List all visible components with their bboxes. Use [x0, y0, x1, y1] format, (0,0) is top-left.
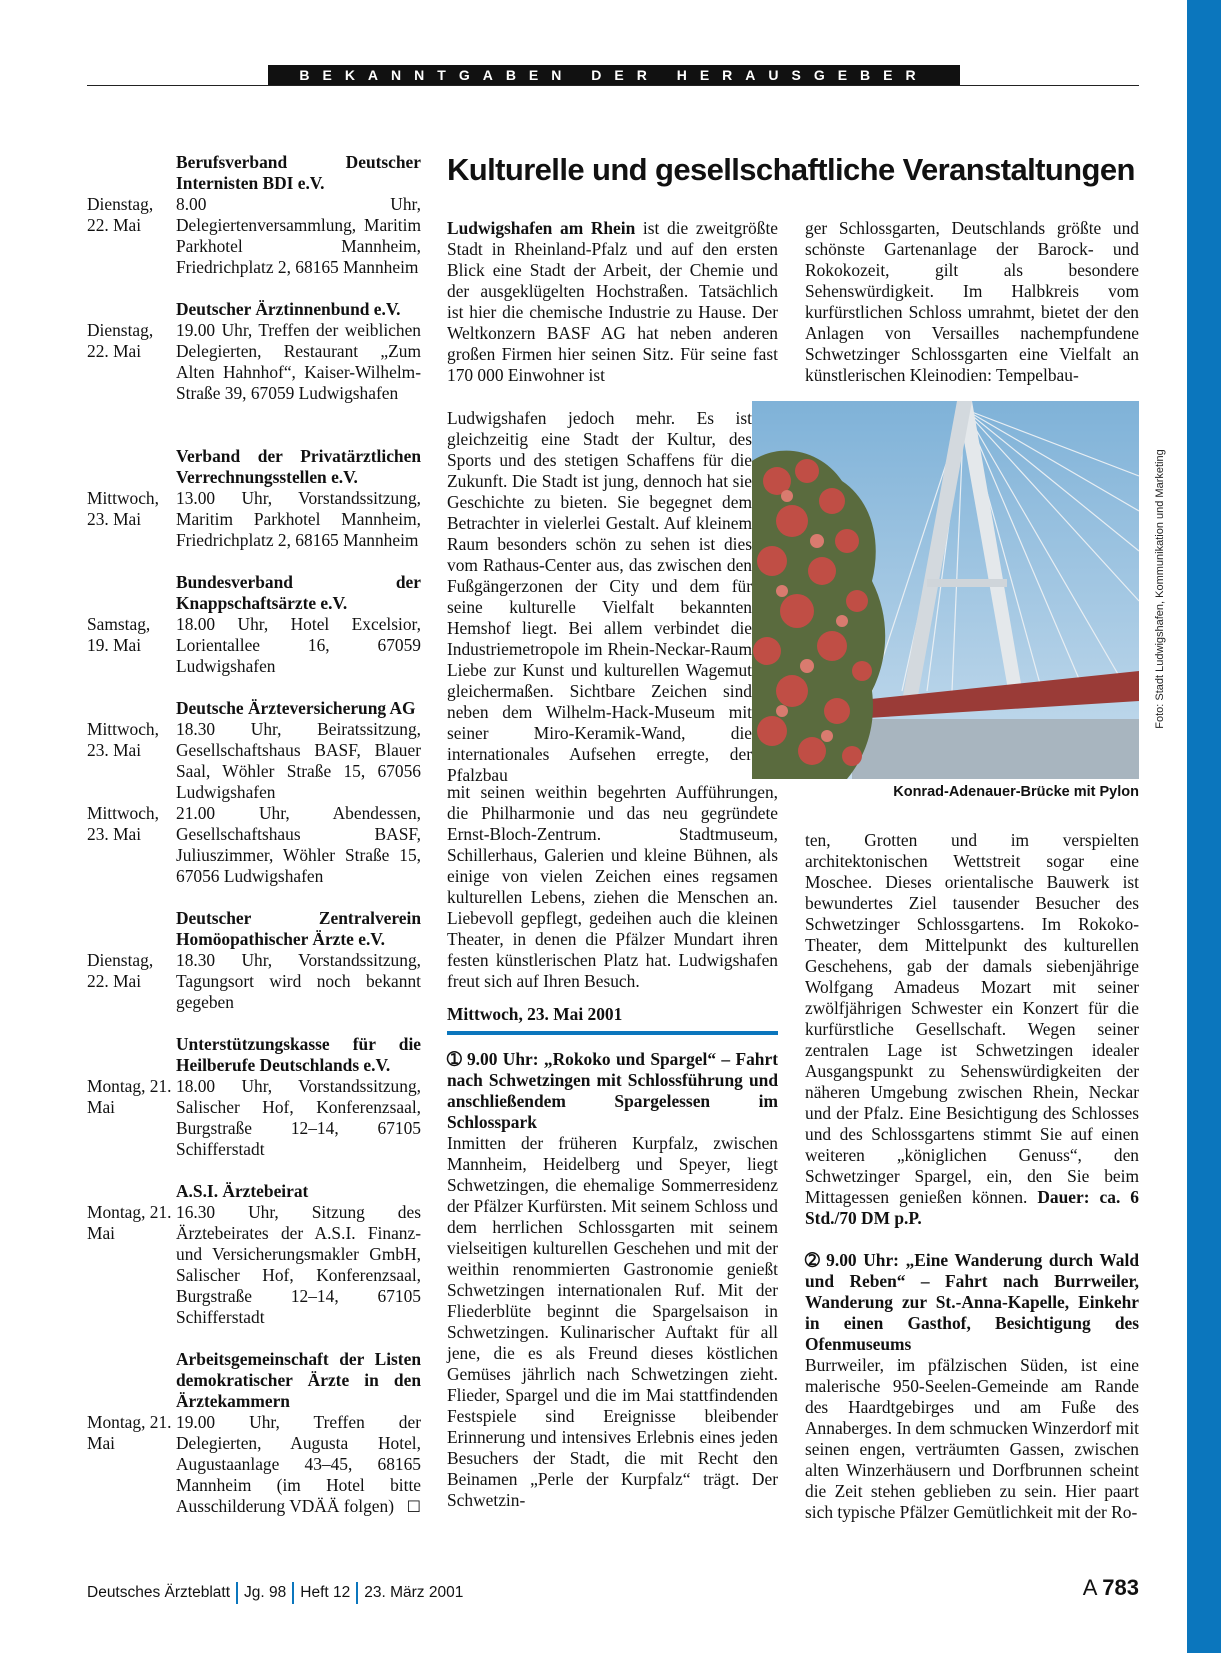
- section-date-heading: Mittwoch, 23. Mai 2001: [447, 1004, 623, 1024]
- article-column-2-lower: [447, 782, 778, 1511]
- intro-text: ist die zweitgrößte Stadt in Rheinland-Pfalz und auf den ersten Blick eine Stadt der Arbeit, der Chemie und der ausgeklügelten Hochstraßen. Tatsächlich ist hier die chemische Industrie zu Hause. Der Weltkonzern BASF AG hat neben anderen großen Firmen hier seinen Sitz. Für seine fast 170 000 Einwohner ist: [447, 218, 778, 385]
- event-group: [87, 152, 421, 278]
- event-date: Mittwoch, 23. Mai: [87, 488, 159, 529]
- event-text: 18.00 Uhr, Hotel Excelsior, Lorientallee 16, 67059 Ludwigshafen: [176, 614, 421, 676]
- intro-lead: Ludwigshafen am Rhein: [447, 218, 636, 238]
- event-date: Samstag, 19. Mai: [87, 614, 151, 655]
- item-2-body: Burrweiler, im pfälzischen Süden, ist eine malerische 950-Seelen-Gemeinde am Rande des Haardtgebirges und am Fuße des Annaberges. In dem schmucken Winzerdorf mit seinen engen, verträumten Gassen, zwischen alten Winzerhäusern und Dorfbrunnen scheint die Zeit stehen geblieben zu sein. Hier paart sich typische Pfälzer Gemütlichkeit mit der Ro-: [805, 1355, 1139, 1522]
- article-column-3-top: ger Schlossgarten, Deutschlands größte und schönste Gartenanlage der Barock- und Rokokozeit, gilt als besondere Sehenswürdigkeit. Im Halbkreis vom kurfürstlichen Schloss umrahmt, bietet der den Anlagen von Versailles nachempfundene Schwetzinger Schlossgarten eine Vielfalt an künstlerischen Kleinodien: Tempelbau-: [805, 218, 1139, 385]
- event-date: Mittwoch, 23. Mai: [87, 719, 159, 760]
- org-name: Deutscher Ärztinnenbund e.V.: [176, 299, 401, 319]
- event-entry: [87, 320, 421, 404]
- event-entry: [87, 1202, 421, 1328]
- org-name: Verband der Privatärztlichen Verrechnungsstellen e.V.: [176, 446, 421, 487]
- org-name: Unterstützungskasse für die Heilberufe Deutschlands e.V.: [176, 1034, 421, 1075]
- org-name: Bundesverband der Knappschaftsärzte e.V.: [176, 572, 421, 613]
- page-number-value: 783: [1102, 1575, 1139, 1600]
- journal-name: Deutsches Ärzteblatt: [87, 1584, 231, 1601]
- org-name: A.S.I. Ärztebeirat: [176, 1181, 309, 1201]
- item-1-body: Inmitten der früheren Kurpfalz, zwischen Mannheim, Heidelberg und Speyer, liegt Schwetzingen, die ehemalige Sommerresidenz der Pfälzer Kurfürsten. Mit seinem Schloss und dem herrlichen Schlossgarten mit seinem vielseitigen kulturellen Geschehen und mit der weithin renommierten Gastronomie genießt Schwetzingen internationalen Ruf. Mit der Fliederblüte beginnt die Spargelsaison in Schwetzingen. Kulinarischer Auftakt für all jene, die es als Freund dieses köstlichen Gemüses jährlich nach Schwetzingen zieht. Flieder, Spargel und die im Mai stattfindenden Festspiele sind Ereignisse bleibender Erinnerung und intensives Erlebnis eines jeden Besuchers der Stadt, die mit Recht den Beinamen „Perle der Kurpfalz“ trägt. Der Schwetzin-: [447, 1133, 778, 1510]
- event-group: [87, 1034, 421, 1160]
- event-entry: [87, 719, 421, 803]
- col3-text: ten, Grotten und im verspielten architektonischen Wettstreit sogar eine Moschee. Dieses orientalische Bauwerk ist bewundertes Ziel tausender Besucher des Schwetzinger Schlossgartens. Im Rokoko-Theater, dem Mittelpunkt des kulturellen Geschehens, gab der damals siebenjährige Wolfgang Amadeus Mozart mit seiner zwölfjährigen Schwester ein Konzert für die kurfürstliche Gesellschaft. Wegen seiner zentralen Lage ist Schwetzingen idealer Ausgangspunkt zu Sehenswürdigkeiten der näheren Umgebung zwischen Rhein, Neckar und der Pfalz. Eine Besichtigung des Schlosses und des Schlossgartens stimmt Sie auf einen weiteren „königlichen Genuss“, den Schwetzinger Spargel, ein, den Sie beim Mittagessen genießen können.: [805, 830, 1139, 1207]
- event-group: [87, 299, 421, 404]
- event-date: Montag, 21. Mai: [87, 1076, 172, 1117]
- event-entry: [87, 194, 421, 278]
- side-color-bar: [1187, 0, 1221, 1653]
- bridge-illustration: [752, 401, 1139, 779]
- end-mark-icon: ☐: [406, 1497, 421, 1516]
- section-rule: [447, 1031, 778, 1035]
- event-text: 19.00 Uhr, Treffen der weiblichen Delegierten, Restaurant „Zum Alten Hahnhof“, Kaiser-Wilhelm-Straße 39, 67059 Ludwigshafen: [176, 320, 421, 403]
- bridge-photo: [752, 401, 1139, 779]
- journal-volume: Jg. 98: [244, 1584, 287, 1601]
- page-prefix: A: [1082, 1575, 1097, 1600]
- footer-separator: [292, 1582, 294, 1604]
- event-text: 18.00 Uhr, Vorstandssitzung, Salischer Hof, Konferenzsaal, Burgstraße 12–14, 67105 Schifferstadt: [176, 1076, 421, 1159]
- journal-date: 23. März 2001: [364, 1584, 464, 1601]
- event-group: [87, 572, 421, 677]
- footer-separator: [236, 1582, 238, 1604]
- event-date: Dienstag, 22. Mai: [87, 194, 154, 235]
- event-entry: [87, 950, 421, 1013]
- event-text-content: 19.00 Uhr, Treffen der Delegierten, Augusta Hotel, Augustaanlage 43–45, 68165 Mannheim (im Hotel bitte Ausschilderung VDÄÄ folgen): [176, 1412, 421, 1516]
- page-number: [1030, 1575, 1139, 1601]
- org-name: Deutsche Ärzteversicherung AG: [176, 698, 416, 718]
- article-column-3-lower: [805, 830, 1139, 1523]
- org-name: Berufsverband Deutscher Internisten BDI e.V.: [176, 152, 421, 193]
- event-group: [87, 698, 421, 887]
- item-1-duration: Dauer: ca. 6 Std./70 DM p.P.: [805, 1187, 1139, 1228]
- footer-separator: [356, 1582, 358, 1604]
- event-date: Mittwoch, 23. Mai: [87, 803, 159, 844]
- event-group: [87, 1349, 421, 1517]
- events-list: [87, 152, 421, 1517]
- event-text: 21.00 Uhr, Abendessen, Gesellschaftshaus BASF, Juliuszimmer, Wöhler Straße 15, 67056 Ludwigshafen: [176, 803, 421, 886]
- article-intro-top: [447, 218, 778, 386]
- event-text: [176, 1412, 421, 1517]
- event-entry: [87, 488, 421, 551]
- page-footer: [87, 1582, 463, 1604]
- section-header-band: BEKANNTGABEN DER HERAUSGEBER: [268, 65, 960, 85]
- article-intro-wrap: Ludwigshafen jedoch mehr. Es ist gleichzeitig eine Stadt der Kultur, des Sports und des stetigen Schaffens für die Zukunft. Die Stadt ist jung, dennoch hat sie Geschichte zu bieten. Sie begegnet dem Betrachter in vielerlei Gestalt. Auf kleinem Raum besonders schön zu sehen ist dies vom Rathaus-Center aus, das zwischen den Fußgängerzonen der City und dem für seine kulturelle Vielfalt bekannten Hemshof liegt. Bei allem verbindet die Industriemetropole im Rhein-Neckar-Raum Liebe zur Kunst und kulturellen Wagemut gleichermaßen. Sichtbare Zeichen sind neben dem Wilhelm-Hack-Museum mit seiner Miro-Keramik-Wand, die internationales Aufsehen erregte, der Pfalzbau: [447, 408, 752, 785]
- event-entry: [87, 614, 421, 677]
- item-1-heading: ➀ 9.00 Uhr: „Rokoko und Spargel“ – Fahrt nach Schwetzingen mit Schlossführung und anschließendem Spargelessen im Schlosspark: [447, 1049, 778, 1132]
- event-entry: [87, 1412, 421, 1517]
- item-2-heading: ➁ 9.00 Uhr: „Eine Wanderung durch Wald und Reben“ – Fahrt nach Burrweiler, Wanderung zur St.-Anna-Kapelle, Einkehr in einen Gasthof, Besichtigung des Ofenmuseums: [805, 1250, 1139, 1354]
- event-date: Dienstag, 22. Mai: [87, 950, 154, 991]
- event-group: [87, 446, 421, 551]
- org-name: Arbeitsgemeinschaft der Listen demokratischer Ärzte in den Ärztekammern: [176, 1349, 421, 1411]
- event-text: 8.00 Uhr, Delegiertenversammlung, Maritim Parkhotel Mannheim, Friedrichplatz 2, 68165 Mannheim: [176, 194, 421, 277]
- article-title: Kulturelle und gesellschaftliche Veranstaltungen: [447, 152, 1135, 187]
- event-text: 13.00 Uhr, Vorstandssitzung, Maritim Parkhotel Mannheim, Friedrichplatz 2, 68165 Mannheim: [176, 488, 421, 550]
- photo-credit: Foto: Stadt Ludwigshafen, Kommunikation und Marketing: [1154, 449, 1166, 729]
- event-group: [87, 908, 421, 1013]
- event-text: 18.30 Uhr, Vorstandssitzung, Tagungsort wird noch bekannt gegeben: [176, 950, 421, 1012]
- event-entry: [87, 1076, 421, 1160]
- event-date: Montag, 21. Mai: [87, 1202, 172, 1243]
- photo-caption: Konrad-Adenauer-Brücke mit Pylon: [893, 784, 1139, 800]
- journal-issue: Heft 12: [300, 1584, 351, 1601]
- event-text: 18.30 Uhr, Beiratssitzung, Gesellschaftshaus BASF, Blauer Saal, Wöhler Straße 15, 67056 Ludwigshafen: [176, 719, 421, 802]
- event-group: [87, 1181, 421, 1328]
- intro-text-end: mit seinen weithin begehrten Aufführungen, die Philharmonie und das neu gegründete Ernst-Bloch-Zentrum. Stadtmuseum, Schillerhaus, Galerien und kleine Bühnen, als einige von vielen Zeichen eines regsamen kulturellen Lebens, ziehen die Menschen an. Liebevoll gepflegt, gedeihen auch die kleinen Theater, in denen die Pfälzer Mundart ihren festen künstlerischen Platz hat. Ludwigshafen freut sich auf Ihren Besuch.: [447, 782, 778, 991]
- event-text: 16.30 Uhr, Sitzung des Ärztebeirates der A.S.I. Finanz- und Versicherungsmakler GmbH, Salischer Hof, Konferenzsaal, Burgstraße 12–14, 67105 Schifferstadt: [176, 1202, 421, 1327]
- col3-continued: [805, 830, 1139, 1229]
- event-date: Montag, 21. Mai: [87, 1412, 172, 1453]
- header-rule: [87, 85, 1139, 86]
- event-entry: [87, 803, 421, 887]
- event-date: Dienstag, 22. Mai: [87, 320, 154, 361]
- org-name: Deutscher Zentralverein Homöopathischer Ärzte e.V.: [176, 908, 421, 949]
